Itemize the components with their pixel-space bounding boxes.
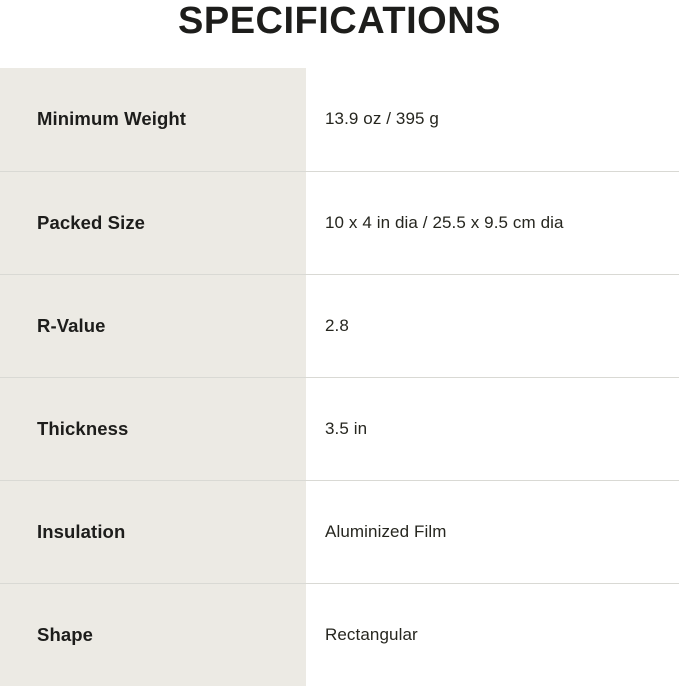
table-row bbox=[0, 274, 679, 377]
spec-label: Minimum Weight bbox=[0, 68, 306, 171]
table-row bbox=[0, 377, 679, 480]
spec-label: R-Value bbox=[0, 274, 306, 377]
spec-value: 2.8 bbox=[306, 274, 679, 377]
spec-label: Shape bbox=[0, 583, 306, 686]
spec-value: 10 x 4 in dia / 25.5 x 9.5 cm dia bbox=[306, 171, 679, 274]
page-title: SPECIFICATIONS bbox=[178, 0, 501, 42]
table-row bbox=[0, 583, 679, 686]
spec-label: Insulation bbox=[0, 480, 306, 583]
table-row bbox=[0, 171, 679, 274]
table-row bbox=[0, 68, 679, 171]
spec-value: Rectangular bbox=[306, 583, 679, 686]
table-row bbox=[0, 480, 679, 583]
spec-value: 13.9 oz / 395 g bbox=[306, 68, 679, 171]
spec-value: Aluminized Film bbox=[306, 480, 679, 583]
spec-value: 3.5 in bbox=[306, 377, 679, 480]
spec-label: Thickness bbox=[0, 377, 306, 480]
specifications-table bbox=[0, 68, 679, 686]
spec-label: Packed Size bbox=[0, 171, 306, 274]
